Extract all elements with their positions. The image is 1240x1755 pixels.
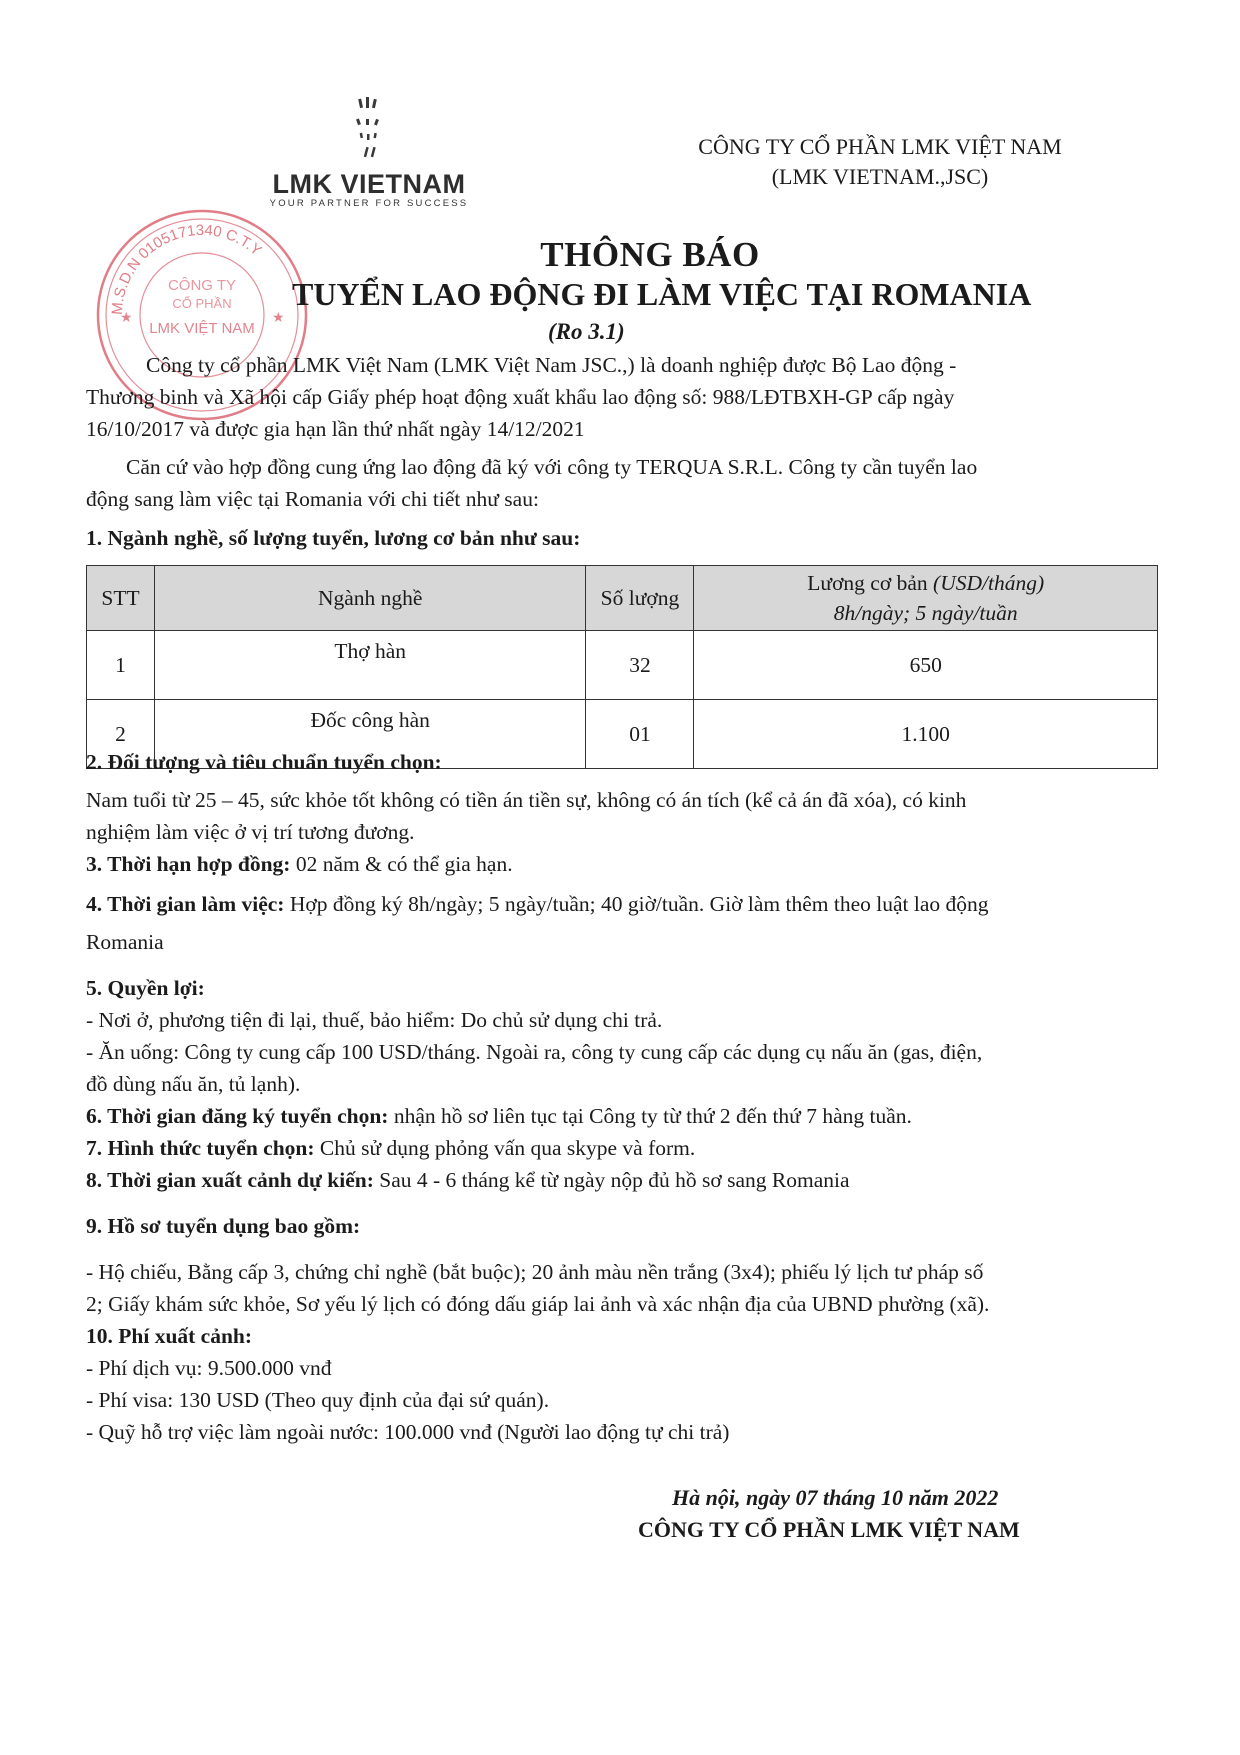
header-salary-hours: 8h/ngày; 5 ngày/tuần <box>833 601 1018 625</box>
header-stt: STT <box>87 566 155 631</box>
row-qty: 01 <box>586 700 694 769</box>
table-row <box>87 631 1158 700</box>
section8-text: Sau 4 - 6 tháng kể từ ngày nộp đủ hồ sơ sang Romania <box>373 1168 850 1192</box>
header-salary <box>694 566 1158 631</box>
section10-heading: 10. Phí xuất cảnh: <box>86 1324 253 1348</box>
company-logo <box>254 95 484 210</box>
section5-line3: đồ dùng nấu ăn, tủ lạnh). <box>86 1072 301 1096</box>
section2-heading: 2. Đối tượng và tiêu chuẩn tuyển chọn: <box>86 750 442 774</box>
intro-p1-line2: Thương binh và Xã hội cấp Giấy phép hoạt động xuất khẩu lao động số: 988/LĐTBXH-GP cấp ngày <box>86 385 955 409</box>
row-salary: 1.100 <box>694 700 1158 769</box>
section10-line2: - Phí visa: 130 USD (Theo quy định của đại sứ quán). <box>86 1388 550 1412</box>
logo-mark-icon <box>339 95 399 165</box>
logo-slogan: YOUR PARTNER FOR SUCCESS <box>269 198 469 209</box>
section10-line1: - Phí dịch vụ: 9.500.000 vnđ <box>86 1356 332 1380</box>
section8 <box>86 1164 850 1196</box>
logo-text: LMK VIETNAM <box>272 169 466 199</box>
company-name: CÔNG TY CỔ PHẦN LMK VIỆT NAM <box>698 134 1062 159</box>
header-salary-unit: (USD/tháng) <box>933 571 1045 595</box>
signer-company: CÔNG TY CỔ PHẦN LMK VIỆT NAM <box>638 1517 1020 1542</box>
section6 <box>86 1100 912 1132</box>
section7-label: 7. Hình thức tuyển chọn: <box>86 1136 315 1160</box>
table-header-row <box>87 566 1158 631</box>
row-qty: 32 <box>586 631 694 700</box>
company-header <box>600 132 1160 192</box>
section2-line2: nghiệm làm việc ở vị trí tương đương. <box>86 820 415 844</box>
section9-heading: 9. Hồ sơ tuyển dụng bao gồm: <box>86 1214 361 1238</box>
intro-p1-line1: Công ty cổ phần LMK Việt Nam (LMK Việt Nam JSC.,) là doanh nghiệp được Bộ Lao động - <box>146 353 957 377</box>
svg-text:LMK VIỆT NAM: LMK VIỆT NAM <box>149 320 255 337</box>
section4-text: Hợp đồng ký 8h/ngày; 5 ngày/tuần; 40 giờ/tuần. Giờ làm thêm theo luật lao động <box>284 892 989 916</box>
section9-line2: 2; Giấy khám sức khỏe, Sơ yếu lý lịch có đóng dấu giáp lai ảnh và xác nhận địa của UBND phường (xã). <box>86 1292 990 1316</box>
section3-text: 02 năm & có thể gia hạn. <box>290 852 513 876</box>
header-job: Ngành nghề <box>154 566 586 631</box>
intro-p1-line3: 16/10/2017 và được gia hạn lần thứ nhất ngày 14/12/2021 <box>86 417 585 441</box>
section4-line2: Romania <box>86 930 164 954</box>
section6-text: nhận hồ sơ liên tục tại Công ty từ thứ 2 đến thứ 7 hàng tuần. <box>388 1104 912 1128</box>
section6-label: 6. Thời gian đăng ký tuyển chọn: <box>86 1104 389 1128</box>
row-job: Đốc công hàn <box>154 700 586 769</box>
notice-code: (Ro 3.1) <box>548 319 625 344</box>
row-stt: 2 <box>87 700 155 769</box>
company-short-name: (LMK VIETNAM.,JSC) <box>771 164 989 189</box>
header-salary-label: Lương cơ bản <box>807 571 928 595</box>
section1-heading: 1. Ngành nghề, số lượng tuyển, lương cơ bản như sau: <box>86 526 581 550</box>
svg-text:★: ★ <box>272 310 285 326</box>
section4-label: 4. Thời gian làm việc: <box>86 892 285 916</box>
section9-line1: - Hộ chiếu, Bằng cấp 3, chứng chỉ nghề (bắt buộc); 20 ảnh màu nền trắng (3x4); phiếu lý lịch tư pháp số <box>86 1260 984 1284</box>
row-stt: 1 <box>87 631 155 700</box>
intro-p2-line2: động sang làm việc tại Romania với chi tiết như sau: <box>86 487 539 511</box>
section3-label: 3. Thời hạn hợp đồng: <box>86 852 291 876</box>
title-line-2: TUYỂN LAO ĐỘNG ĐI LÀM VIỆC TẠI ROMANIA <box>292 276 1032 312</box>
intro-p2-line1: Căn cứ vào hợp đồng cung ứng lao động đã ký với công ty TERQUA S.R.L. Công ty cần tuyển lao <box>126 455 978 479</box>
header-qty: Số lượng <box>586 566 694 631</box>
svg-text:CÔNG TY: CÔNG TY <box>167 277 237 294</box>
section5-line2: - Ăn uống: Công ty cung cấp 100 USD/tháng. Ngoài ra, công ty cung cấp các dụng cụ nấu ăn (gas, điện, <box>86 1040 983 1064</box>
svg-text:M.S.D.N 0105171340 C.T.Y: M.S.D.N 0105171340 C.T.Y <box>108 221 265 316</box>
row-salary: 650 <box>694 631 1158 700</box>
document-date: Hà nội, ngày 07 tháng 10 năm 2022 <box>672 1485 999 1510</box>
svg-text:CỔ PHẦN: CỔ PHẦN <box>172 296 232 311</box>
title-line-1: THÔNG BÁO <box>540 235 760 274</box>
section7-text: Chủ sử dụng phỏng vấn qua skype và form. <box>314 1136 696 1160</box>
section3 <box>86 848 513 880</box>
job-table <box>86 565 1158 769</box>
section10-line3: - Quỹ hỗ trợ việc làm ngoài nước: 100.000 vnđ (Người lao động tự chi trả) <box>86 1420 730 1444</box>
section4 <box>86 888 989 920</box>
section2-line1: Nam tuổi từ 25 – 45, sức khỏe tốt không có tiền án tiền sự, không có án tích (kể cả án đã xóa), có kinh <box>86 788 967 812</box>
section5-line1: - Nơi ở, phương tiện đi lại, thuế, bảo hiểm: Do chủ sử dụng chi trả. <box>86 1008 663 1032</box>
section5-heading: 5. Quyền lợi: <box>86 976 205 1000</box>
section7 <box>86 1132 695 1164</box>
svg-text:★: ★ <box>120 310 133 326</box>
row-job: Thợ hàn <box>154 631 586 700</box>
section8-label: 8. Thời gian xuất cảnh dự kiến: <box>86 1168 374 1192</box>
